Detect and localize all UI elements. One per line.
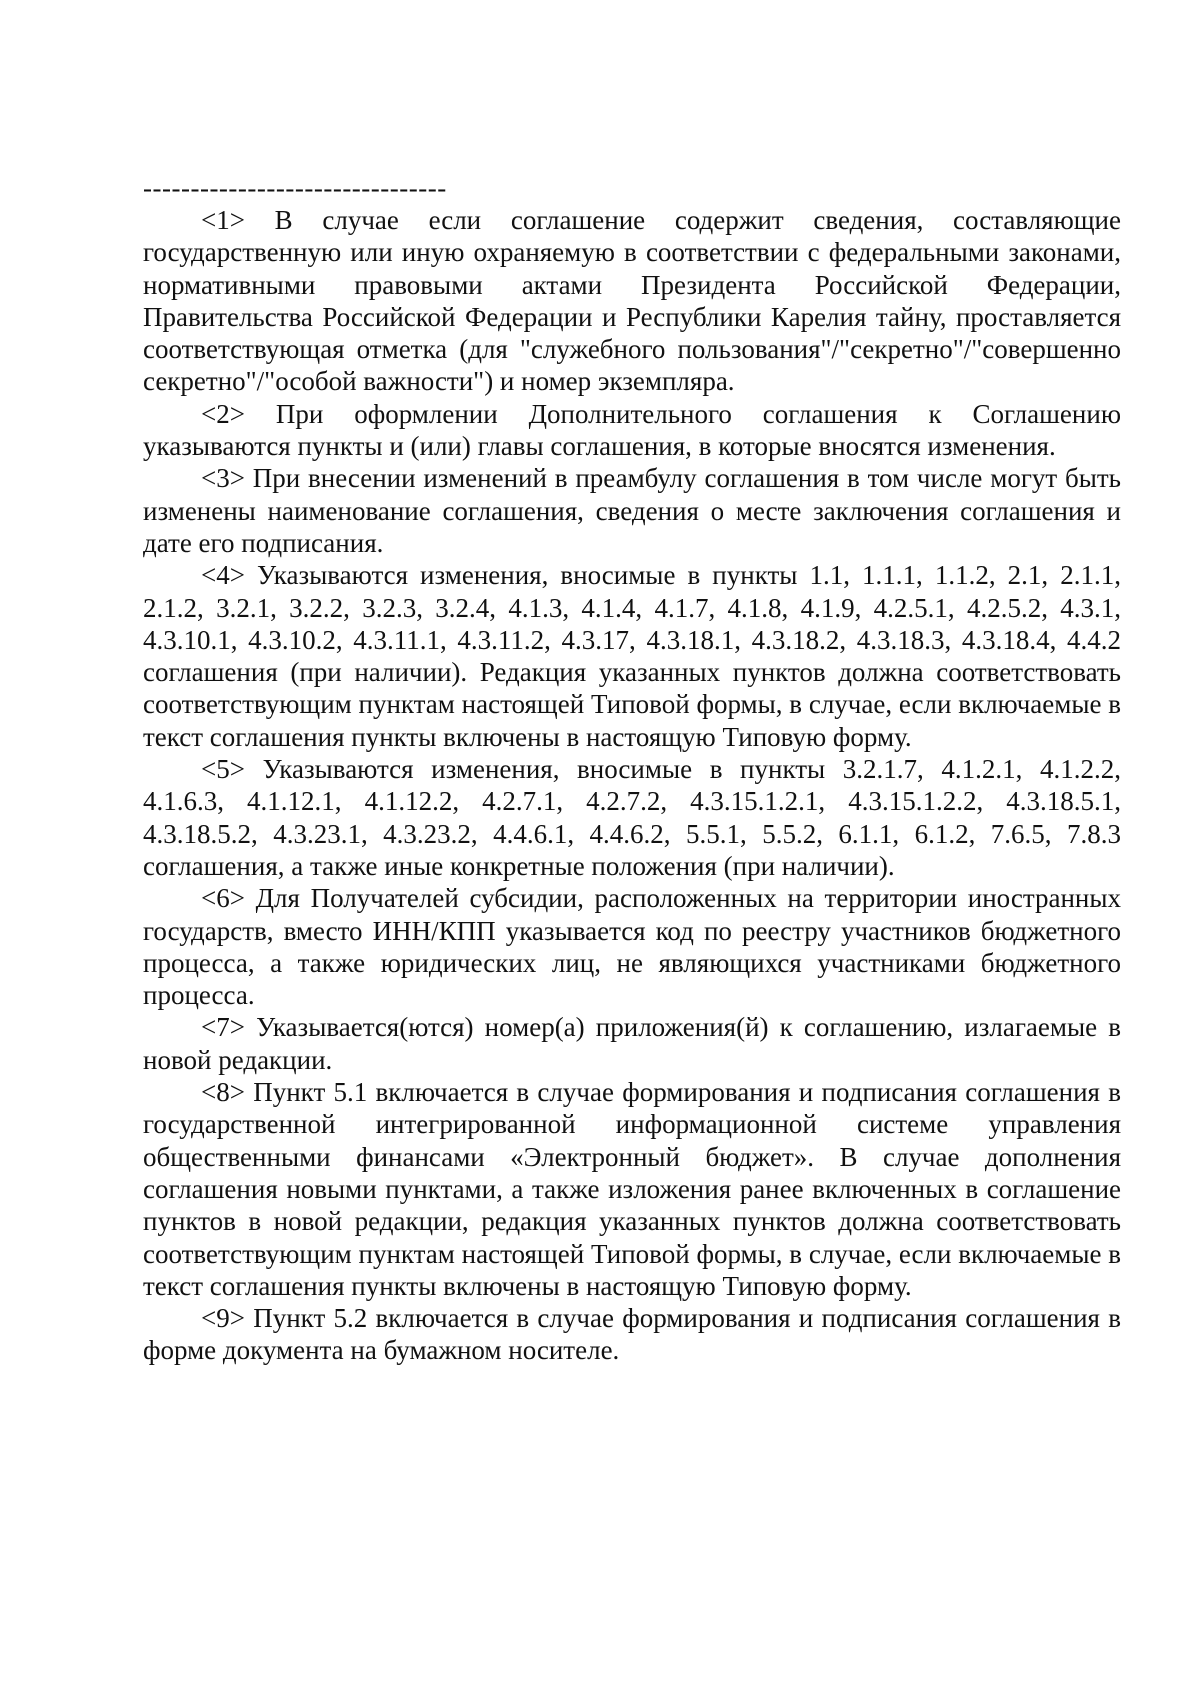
- footnote-2: <2> При оформлении Дополнительного соглашения к Соглашению указываются пункты и (или) главы соглашения, в которые вносятся изменения.: [143, 398, 1121, 462]
- footnote-9: <9> Пункт 5.2 включается в случае формирования и подписания соглашения в форме документа на бумажном носителе.: [143, 1303, 1121, 1366]
- footnote-6: <6> Для Получателей субсидии, расположенных на территории иностранных государств, вместо ИНН/КПП указывается код по реестру участников бюджетного процесса, а также юридических лиц, не являющихся участниками бюджетного процесса.: [143, 883, 1121, 1011]
- footnote-7: <7> Указывается(ются) номер(а) приложения(й) к соглашению, излагаемые в новой редакции.: [143, 1012, 1121, 1075]
- footnote-1: <1> В случае если соглашение содержит сведения, составляющие государственную или иную охраняемую в соответствии с федеральными законами, нормативными правовыми актами Президента Российской Федерации, Правительства Российской Федерации и Республики Карелия тайну, проставляется соответствующая отметка (для "служебного пользования"/"секретно"/"совершенно секретно"/"особой важности") и номер экземпляра.: [143, 205, 1121, 397]
- document-page: [143, 172, 1121, 1367]
- footnote-3: <3> При внесении изменений в преамбулу соглашения в том числе могут быть изменены наименование соглашения, сведения о месте заключения соглашения и дате его подписания.: [143, 463, 1121, 558]
- footnote-8: <8> Пункт 5.1 включается в случае формирования и подписания соглашения в государственной интегрированной информационной системе управления общественными финансами «Электронный бюджет». В случае дополнения соглашения новыми пунктами, а также изложения ранее включенных в соглашение пунктов в новой редакции, редакция указанных пунктов должна соответствовать соответствующим пунктам настоящей Типовой формы, в случае, если включаемые в текст соглашения пункты включены в настоящую Типовую форму.: [143, 1077, 1121, 1301]
- footnote-4: <4> Указываются изменения, вносимые в пункты 1.1, 1.1.1, 1.1.2, 2.1, 2.1.1, 2.1.2, 3.2.1, 3.2.2, 3.2.3, 3.2.4, 4.1.3, 4.1.4, 4.1.7, 4.1.8, 4.1.9, 4.2.5.1, 4.2.5.2, 4.3.1, 4.3.10.1, 4.3.10.2, 4.3.11.1, 4.3.11.2, 4.3.17, 4.3.18.1, 4.3.18.2, 4.3.18.3, 4.3.18.4, 4.4.2 соглашения (при наличии). Редакция указанных пунктов должна соответствовать соответствующим пунктам настоящей Типовой формы, в случае, если включаемые в текст соглашения пункты включены в настоящую Типовую форму.: [143, 560, 1121, 752]
- footnote-5: <5> Указываются изменения, вносимые в пункты 3.2.1.7, 4.1.2.1, 4.1.2.2, 4.1.6.3, 4.1.12.1, 4.1.12.2, 4.2.7.1, 4.2.7.2, 4.3.15.1.2.1, 4.3.15.1.2.2, 4.3.18.5.1, 4.3.18.5.2, 4.3.23.1, 4.3.23.2, 4.4.6.1, 4.4.6.2, 5.5.1, 5.5.2, 6.1.1, 6.1.2, 7.6.5, 7.8.3 соглашения, а также иные конкретные положения (при наличии).: [143, 754, 1121, 881]
- footnote-separator: --------------------------------: [143, 173, 447, 203]
